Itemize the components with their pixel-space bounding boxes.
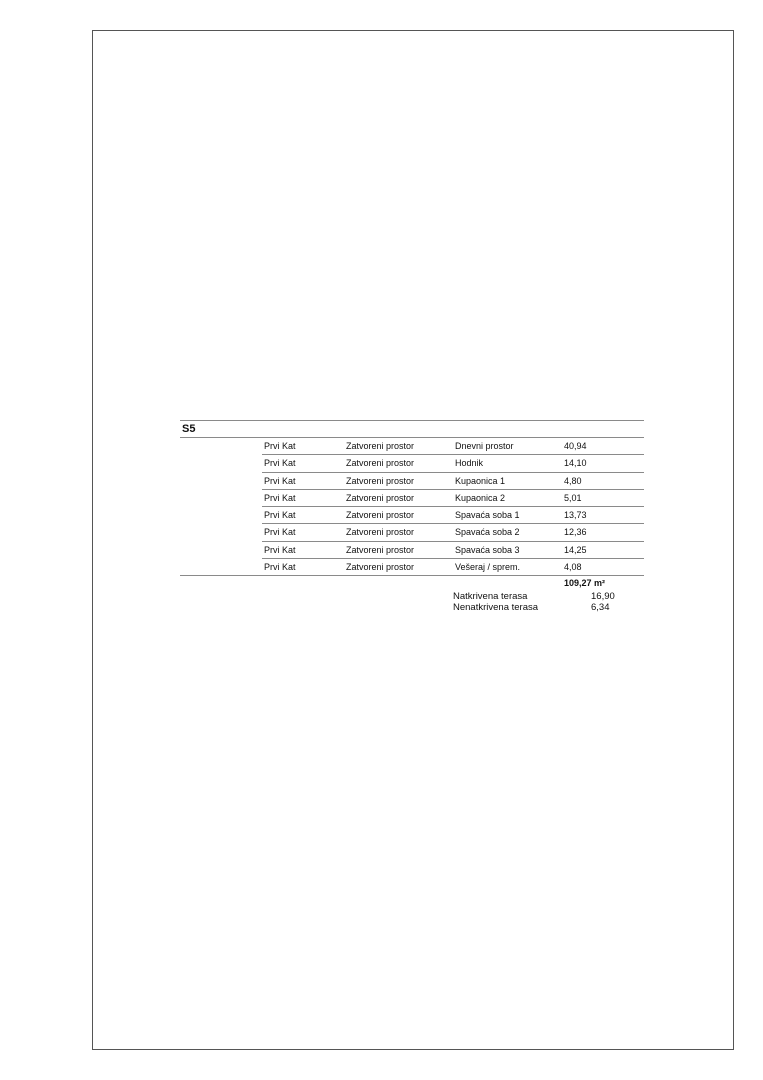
unit-title: S5 (182, 423, 196, 435)
area-cell: 40,94 (564, 441, 587, 451)
room-rows (180, 438, 644, 576)
space-type-cell: Zatvoreni prostor (346, 492, 415, 503)
room-name-cell: Spavaća soba 1 (455, 510, 520, 521)
terrace-label: Nenatkrivena terasa (453, 602, 539, 613)
table-row (262, 559, 644, 576)
space-type-cell: Zatvoreni prostor (346, 527, 415, 538)
terrace-area: 6,34 (591, 602, 610, 613)
area-cell: 14,10 (564, 458, 587, 469)
area-cell: 4,80 (564, 475, 582, 486)
room-name-cell: Spavaća soba 3 (455, 544, 520, 555)
space-type-cell: Zatvoreni prostor (346, 544, 415, 555)
floor-cell: Prvi Kat (264, 458, 296, 469)
area-cell: 5,01 (564, 492, 582, 503)
room-name-cell: Spavaća soba 2 (455, 527, 520, 538)
unit-header (180, 420, 644, 438)
floor-cell: Prvi Kat (264, 475, 296, 486)
terrace-summary (453, 591, 633, 613)
total-area: 109,27 m² (564, 578, 606, 589)
table-row (262, 490, 644, 507)
floor-cell: Prvi Kat (264, 527, 296, 538)
room-name-cell: Dnevni prostor (455, 441, 514, 451)
room-name-cell: Hodnik (455, 458, 484, 469)
table-row (262, 438, 644, 455)
area-cell: 12,36 (564, 527, 587, 538)
space-type-cell: Zatvoreni prostor (346, 441, 415, 451)
area-cell: 13,73 (564, 510, 587, 521)
room-name-cell: Vešeraj / sprem. (455, 562, 521, 573)
space-type-cell: Zatvoreni prostor (346, 510, 415, 521)
table-row (262, 542, 644, 559)
table-row (262, 455, 644, 472)
table-row (262, 524, 644, 541)
table-row (262, 473, 644, 490)
table-row (262, 507, 644, 524)
terrace-area: 16,90 (591, 591, 615, 602)
floor-cell: Prvi Kat (264, 492, 296, 503)
floor-cell: Prvi Kat (264, 562, 296, 573)
room-name-cell: Kupaonica 2 (455, 492, 506, 503)
space-type-cell: Zatvoreni prostor (346, 562, 415, 573)
room-name-cell: Kupaonica 1 (455, 475, 506, 486)
floor-cell: Prvi Kat (264, 441, 296, 451)
area-cell: 4,08 (564, 562, 582, 573)
area-cell: 14,25 (564, 544, 587, 555)
terrace-label: Natkrivena terasa (453, 591, 528, 602)
floor-cell: Prvi Kat (264, 510, 296, 521)
floor-cell: Prvi Kat (264, 544, 296, 555)
terrace-row (453, 602, 633, 613)
total-row (180, 575, 644, 590)
space-type-cell: Zatvoreni prostor (346, 458, 415, 469)
space-type-cell: Zatvoreni prostor (346, 475, 415, 486)
unit-area-table (180, 420, 644, 590)
terrace-row (453, 591, 633, 602)
